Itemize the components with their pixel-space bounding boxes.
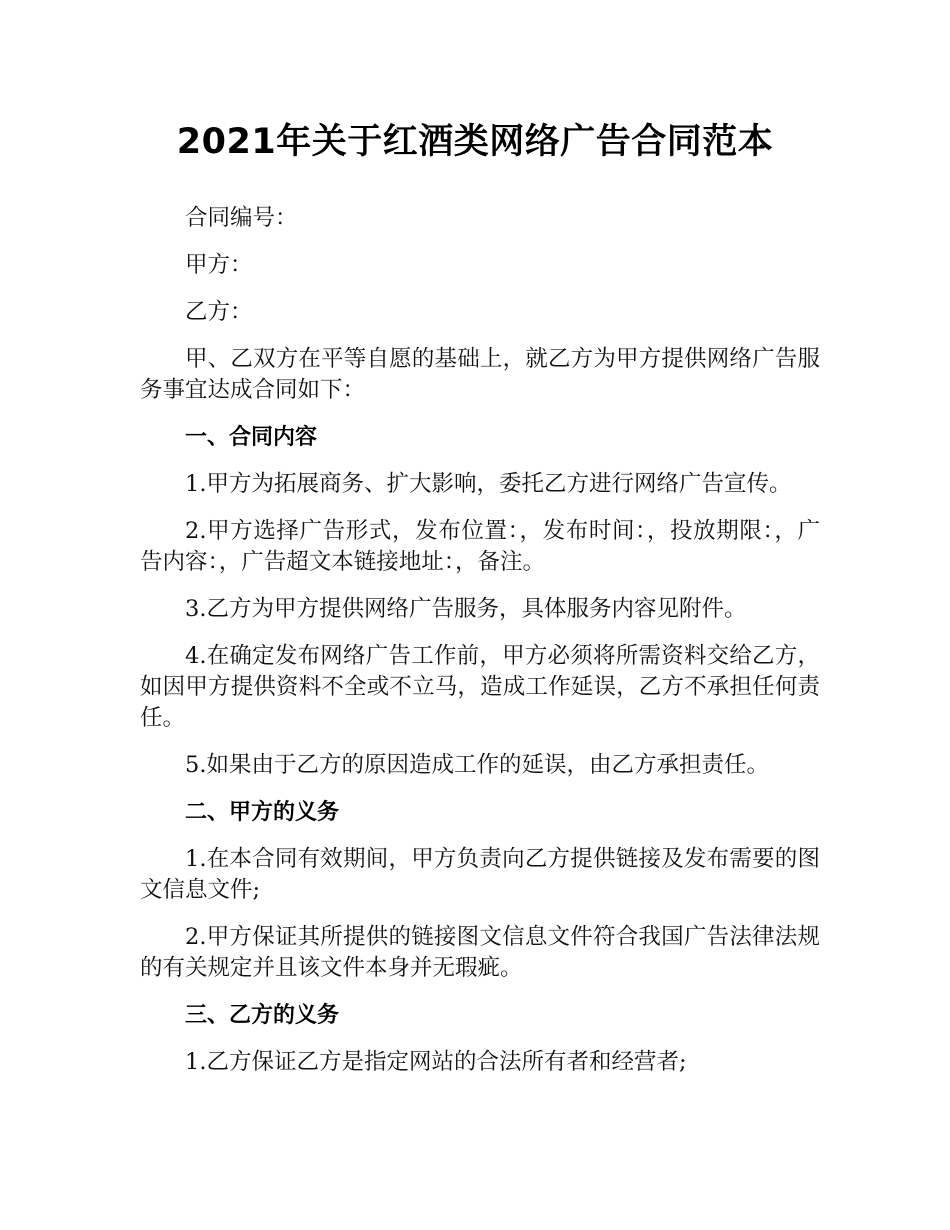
- contract-number-line: 合同编号：: [185, 205, 298, 231]
- section-heading-party-a-obligations: 二、甲方的义务: [185, 800, 340, 825]
- intro-paragraph: 甲、乙双方在平等自愿的基础上，就乙方为甲方提供网络广告服务事宜达成合同如下：: [140, 346, 820, 403]
- clause-paragraph: 1.甲方为拓展商务、扩大影响，委托乙方进行网络广告宣传。: [185, 471, 792, 497]
- document-title: 2021年关于红酒类网络广告合同范本: [176, 122, 774, 162]
- clause-paragraph: 4.在确定发布网络广告工作前，甲方必须将所需资料交给乙方，如因甲方提供资料不全或不立马，造成工作延误，乙方不承担任何责任。: [140, 643, 820, 731]
- party-a-line: 甲方：: [185, 252, 253, 278]
- clause-paragraph: 3.乙方为甲方提供网络广告服务，具体服务内容见附件。: [185, 596, 747, 622]
- section-heading-contract-content: 一、合同内容: [185, 425, 318, 450]
- section-heading-party-b-obligations: 三、乙方的义务: [185, 1003, 340, 1028]
- document-body: [140, 203, 820, 1094]
- clause-paragraph: 1.乙方保证乙方是指定网站的合法所有者和经营者;: [185, 1049, 687, 1075]
- clause-paragraph: 2.甲方选择广告形式，发布位置：，发布时间：，投放期限：，广告内容：，广告超文本链接地址：，备注。: [140, 518, 820, 575]
- clause-paragraph: 2.甲方保证其所提供的链接图文信息文件符合我国广告法律法规的有关规定并且该文件本身并无瑕疵。: [140, 924, 820, 981]
- clause-paragraph: 1.在本合同有效期间，甲方负责向乙方提供链接及发布需要的图文信息文件;: [140, 846, 820, 903]
- party-b-line: 乙方：: [185, 299, 253, 325]
- clause-paragraph: 5.如果由于乙方的原因造成工作的延误，由乙方承担责任。: [185, 752, 769, 778]
